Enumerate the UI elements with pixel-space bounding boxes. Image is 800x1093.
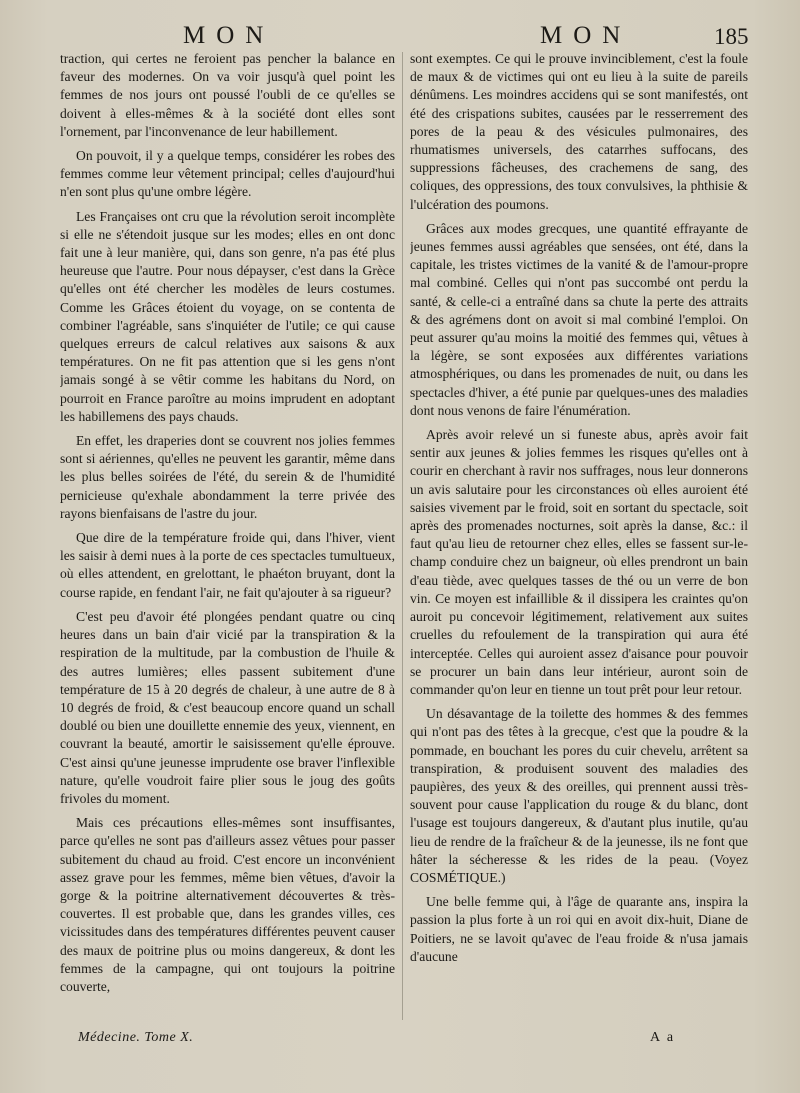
paragraph: Une belle femme qui, à l'âge de quarante ans, inspira la passion la plus forte à un roi qui en avoit dix-huit, Diane de Poitiers, ne se lavoit qu'avec de l'eau froide & n'usa jamais d'aucune [410, 894, 748, 964]
paragraph: sont exemptes. Ce qui le prouve invinciblement, c'est la foule de maux & de victimes qui ont eu lieu à la suite de pareils dénûmens. Les moindres accidens qui se sont manifestés, ont été des crispations subites, causées par le resserrement des pores de la peau & des vésicules pulmonaires, des rhumatismes universels, des catarrhes suffocans, des suppressions fâcheuses, des crachemens de sang, des coliques, des oppressions, des toux convulsives, la phthisie & l'ulcération des poumons. [410, 51, 748, 212]
paragraph: Un désavantage de la toilette des hommes & des femmes qui n'ont pas des têtes à la grecque, c'est que la poudre & la pommade, en bouchant les pores du cuir chevelu, arrêtent sa transpiration, & produisent souvent des maladies des paupières, des yeux & des oreilles, qui prennent aussi très-souvent pour cause l'application du rouge & du blanc, dont l'usage est toujours dangereux, & d'autant plus inutile, qu'au lieu de rendre de la fraîcheur & de la jeunesse, ils ne font que hâter la sécheresse & les rides de la peau. (Voyez COSMÉTIQUE.) [410, 706, 748, 885]
right-column [410, 50, 748, 1030]
paragraph: Les Françaises ont cru que la révolution seroit incomplète si elle ne s'étendoit jusque sur les modes; elles en ont donc fait une à leur manière, qui, dans son genre, n'a pas été plus heureuse que l'autre. Pour nous dépayser, c'est dans la Grèce qu'elles ont été chercher les modèles de leurs costumes. Comme les Grâces étoient du voyage, on se contenta de combiner l'agréable, sans s'inquiéter de l'utile; ce qui cause quelques erreurs de calcul relatives aux saisons & aux températures. On ne fit pas attention que si les gens n'ont jamais songé à se vêtir comme les habitans du Nord, on pourroit en France paroître au moins imprudent en adoptant les habillemens des pays chauds. [60, 208, 395, 424]
page-footer [0, 1030, 800, 1060]
paragraph: Après avoir relevé un si funeste abus, après avoir fait sentir aux jeunes & jolies femmes les risques qu'elles ont à courir en cherchant à ravir nos suffrages, nous leur donnerons un avis salutaire pour les circonstances où elles auroient été saisies vivement par le froid, soit en sortant du spectacle, soit après des promenades nocturnes, soit après la danse, &c.: il faut qu'au lieu de retourner chez elles, elles se fassent sur-le-champ conduire chez un baigneur, où elles prendront un bain d'eau tiède, avec quelques tasses de thé ou un verre de bon vin. Ce moyen est infaillible & il dissipera les craintes qu'on auroit pu concevoir légitimement, relativement aux suites cruelles du refoulement de la transpiration qui aura été interceptée. Celles qui auroient assez d'aisance pour pouvoir se procurer un bain dans leur intérieur, auront soin de commander qu'on leur en tienne un tout prêt pour leur retour. [410, 427, 748, 697]
paragraph: Que dire de la température froide qui, dans l'hiver, vient les saisir à demi nues à la porte de ces spectacles tumultueux, où elles attendent, en grelottant, le phaéton bruyant, dont la course rapide, en fendant l'air, ne fait qu'ajouter à sa rigueur? [60, 530, 395, 600]
paragraph: Mais ces précautions elles-mêmes sont insuffisantes, parce qu'elles ne sont pas d'ailleurs assez vêtues pour passer subitement du chaud au froid. C'est encore un inconvénient assez grave pour les femmes, même bien vêtues, d'avoir la gorge & la poitrine alternativement découvertes & très-couvertes. Il est probable que, dans les grandes villes, ces vicissitudes dans des températures différentes peuvent causer des maux de poitrine plus ou moins dangereux, & dont les femmes de la campagne, qui ont toujours la poitrine couverte, [60, 815, 395, 994]
paragraph: C'est peu d'avoir été plongées pendant quatre ou cinq heures dans un bain d'air vicié par la transpiration & la respiration de la multitude, par la combustion de l'huile & des autres lumières; elles passent subitement d'une température de 15 à 20 degrés de chaleur, à une autre de 8 à 10 degrés de froid, & c'est beaucoup encore quand un schall doublé ou bien une douillette ennemie des yeux, viennent, en couvrant la beauté, amortir le saisissement qu'elle éprouve. C'est ainsi qu'une jeunesse imprudente ose braver l'inflexible nature, qu'elle voudroit faire plier sous le joug des goûts frivoles du moment. [60, 608, 395, 806]
column-divider [402, 52, 403, 1020]
running-head-right: MON [540, 22, 632, 49]
signature-mark: A a [650, 1030, 676, 1045]
paragraph: Grâces aux modes grecques, une quantité effrayante de jeunes femmes aussi agréables que sensées, ont été, dans la capitale, les tristes victimes de la vanité & de l'amour-propre mal combiné. Celles qui n'ont pas succombé ont perdu la santé, & celle-ci a entraîné dans sa chute la perte des attraits & des agrémens dont on avoit si mal combiné l'emploi. On peut assurer qu'au moins la moitié des femmes qui, vêtues à la légère, se sont exposées aux différentes variations atmosphériques, ou dans les promenades de nuit, ou dans les spectacles d'hiver, a été punie par quelques-unes des maladies dont nous venons de faire l'énumération. [410, 220, 748, 418]
paragraph: traction, qui certes ne feroient pas pencher la balance en faveur des modernes. On va voir jusqu'à quel point les femmes de nos jours ont poussé l'oubli de ce qu'elles se doivent à elles-mêmes & à la société dont elles sont l'ornement, par l'inconvenance de leur habillement. [60, 51, 395, 139]
paragraph: En effet, les draperies dont se couvrent nos jolies femmes sont si aériennes, qu'elles ne peuvent les garantir, même dans les plus belles soirées de l'été, du serein & de l'humidité pernicieuse qu'exhale abondamment la terre privée des rayons bienfaisans de l'astre du jour. [60, 433, 395, 521]
running-head-left: MON [183, 22, 275, 49]
signature-line: Médecine. Tome X. [78, 1030, 194, 1045]
paragraph: On pouvoit, il y a quelque temps, considérer les robes des femmes comme leur vêtement principal; celles d'aujourd'hui n'en sont plus qu'une ombre légère. [60, 148, 395, 200]
left-column [60, 50, 395, 1030]
page-number: 185 [714, 24, 749, 49]
